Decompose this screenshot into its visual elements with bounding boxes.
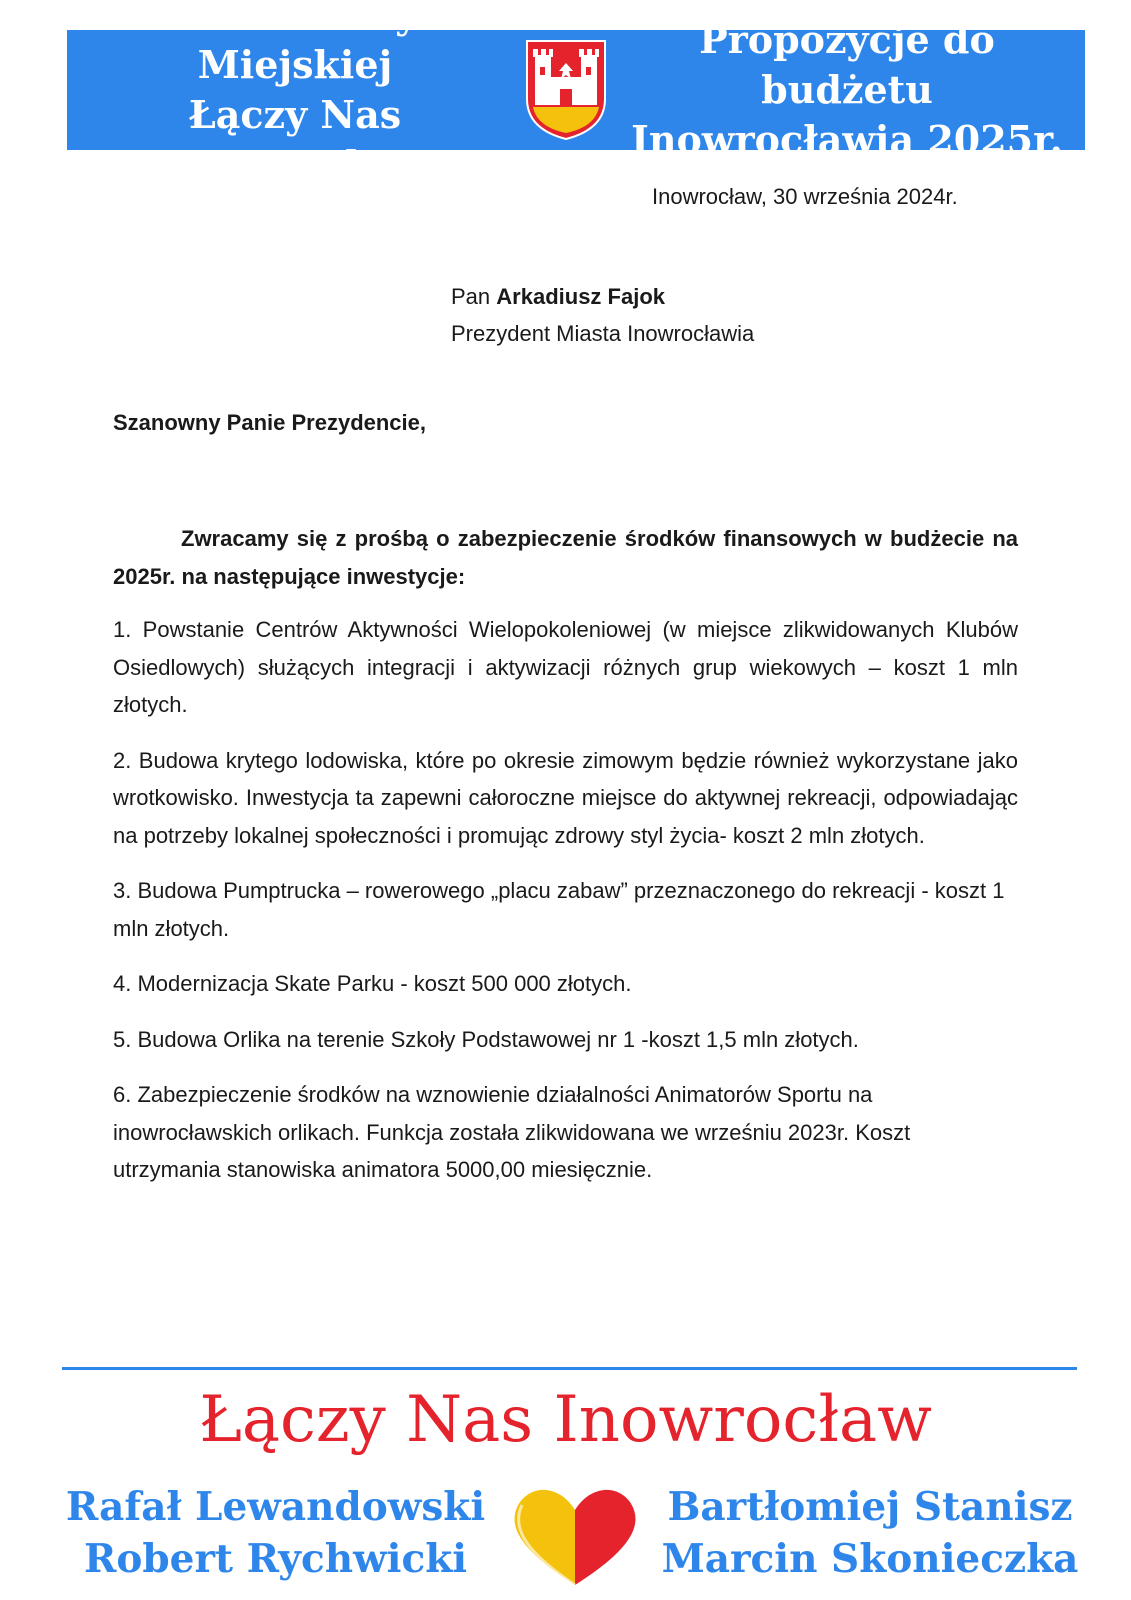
- list-item: 1. Powstanie Centrów Aktywności Wielopokoleniowej (w miejsce zlikwidowanych Klubów Osiedlowych) służących integracji i aktywizacji różnych grup wiekowych – koszt 1 mln złotych.: [113, 617, 1018, 717]
- intro-paragraph: Zwracamy się z prośbą o zabezpieczenie środków finansowych w budżecie na 2025r. na następujące inwestycje:: [113, 526, 1018, 589]
- list-item: 5. Budowa Orlika na terenie Szkoły Podstawowej nr 1 -koszt 1,5 mln złotych.: [113, 1026, 859, 1052]
- header-right-line1: Propozycje do budżetu: [699, 17, 995, 112]
- header-right-text: [627, 15, 1067, 165]
- header-right-line2: Inowrocławia 2025r.: [631, 117, 1063, 162]
- header-left-line1: Radni Rady Miejskiej: [172, 0, 418, 87]
- footer-names-right: [650, 1481, 1090, 1585]
- councillor-name: Marcin Skonieczka: [661, 1536, 1079, 1582]
- addressee-block: [451, 278, 754, 352]
- list-item: 6. Zabezpieczenie środków na wznowienie działalności Animatorów Sportu na inowrocławskich orlikach. Funkcja została zlikwidowana we wrześniu 2023r. Koszt utrzymania stanowiska animatora 5000,00 miesięcznie.: [113, 1082, 911, 1182]
- councillor-name: Rafał Lewandowski: [65, 1484, 486, 1530]
- letter-body: [113, 520, 1018, 1207]
- list-item: 3. Budowa Pumptrucka – rowerowego „placu zabaw” przeznaczonego do rekreacji - koszt 1 mln złotych.: [113, 878, 1005, 941]
- addressee-prefix: Pan: [451, 284, 491, 309]
- city-coat-of-arms-icon: [521, 35, 611, 145]
- letter-date: Inowrocław, 30 września 2024r.: [652, 184, 958, 209]
- list-item: 2. Budowa krytego lodowiska, które po okresie zimowym będzie również wykorzystane jako wrotkowisko. Inwestycja ta zapewni całoroczne miejsce do aktywnej rekreacji, odpowiadając na potrzeby lokalnej społeczności i promując zdrowy styl życia- koszt 2 mln złotych.: [113, 747, 1018, 848]
- addressee-name: Arkadiusz Fajok: [496, 284, 665, 309]
- list-item: 4. Modernizacja Skate Parku - koszt 500 000 złotych.: [113, 971, 632, 996]
- salutation: Szanowny Panie Prezydencie,: [113, 410, 427, 435]
- councillor-name: Robert Rychwicki: [83, 1536, 468, 1582]
- councillor-name: Bartłomiej Stanisz: [667, 1484, 1073, 1530]
- footer-divider: [62, 1367, 1077, 1370]
- addressee-title: Prezydent Miasta Inowrocławia: [451, 321, 755, 346]
- footer-title: Łączy Nas Inowrocław: [199, 1383, 932, 1457]
- addressee-name-line: [451, 278, 754, 315]
- header-left-text: [85, 0, 505, 190]
- footer-names-left: [53, 1481, 498, 1585]
- header-left-line2: Łączy Nas Inowrocław: [173, 92, 417, 187]
- header-banner: [67, 0, 1085, 187]
- heart-icon: [500, 1480, 650, 1595]
